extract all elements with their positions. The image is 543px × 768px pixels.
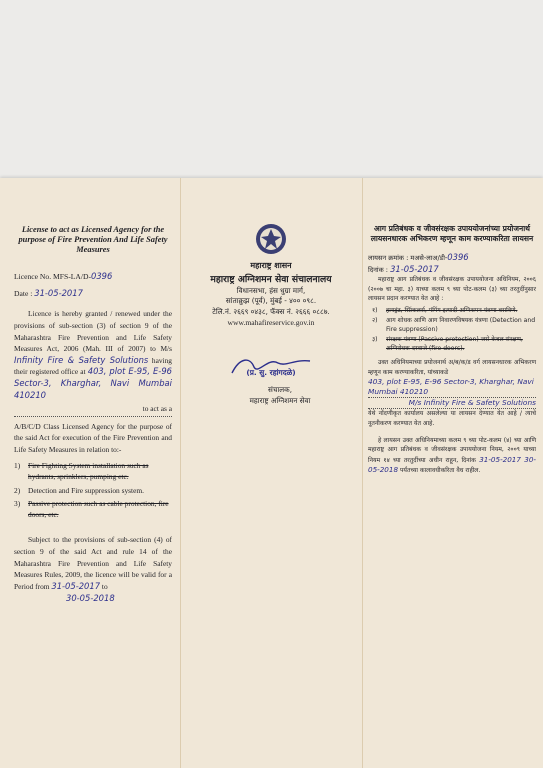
- grant-paragraph: [14, 308, 172, 401]
- validity-text: Subject to the provisions of sub-section (4) of section 9 of the said Act and rule 14 of the Maharashtra Fire Prevention and Life Safety Measures Rules, 2009, the licence will be valid for a Period from: [14, 535, 172, 591]
- list-item-number: १): [372, 307, 378, 315]
- website-link[interactable]: www.mahafireservice.gov.in: [227, 318, 315, 328]
- list-item-text: Detection and Fire suppression system.: [28, 485, 144, 495]
- to-label: to: [101, 581, 108, 591]
- list-item: [368, 306, 536, 315]
- list-item-text: Passive protection such as cable protection, fire doors, etc.: [28, 499, 169, 519]
- grant-text: Licence is hereby granted / renewed under the provisions of sub-section (3) of section 9 of the Maharashtra Fire Prevention and Life Safety Measures Act, 2006 (Mah. III of 2007) to M/s: [14, 309, 172, 354]
- list-item-number: 3): [14, 499, 21, 509]
- date-value-marathi: 31-05-2017: [390, 263, 439, 274]
- list-item-number: 1): [14, 461, 21, 471]
- list-item-text: हायड्रंट, स्प्रिंकलर्स, पंपिंग इत्यादी अग्निशमन यंत्रणा बसविणे.: [386, 307, 518, 315]
- list-item: [14, 461, 172, 482]
- list-item: [368, 335, 536, 354]
- registration-paragraph-marathi: येथे नोंदणीकृत कार्यालय असलेल्या या लायसन देण्यात येत आहे / त्याचे नूतनीकरण करण्यात येत आहे.: [368, 410, 536, 427]
- list-item: [14, 499, 172, 520]
- validity-paragraph: [14, 534, 172, 592]
- licence-number-line-marathi: [368, 252, 536, 264]
- valid-from-date: 31-05-2017: [51, 580, 101, 591]
- fold-line: [180, 178, 181, 768]
- signature-stamp: [228, 353, 314, 379]
- registered-office-label: having their registered office at: [14, 355, 172, 377]
- english-panel: [14, 225, 172, 605]
- list-item: [368, 316, 536, 335]
- licence-number-label: Licence No. MFS-LA/D-: [14, 271, 91, 281]
- date-label-marathi: दिनांक :: [368, 265, 388, 274]
- registered-office-address: 403, plot E-95, E-96 Sector-3, Kharghar, Navi Mumbai 410210: [14, 366, 172, 400]
- address-line-1: विधानसभा, हंस धुग्रा मार्ग,: [236, 285, 306, 295]
- agency-paragraph-marathi: उक्त अधिनियमाच्या प्रयोजनार्थ अ/ब/क/ड वर्ग लायसनधारक अभिकरण म्हणून काम करण्याकरिता, यांच्याकडे: [368, 359, 536, 376]
- phone-fax-line: टेलि.नं. २६६९ ०४३८, फॅक्स नं. २६६६ ०८८७.: [212, 306, 330, 316]
- valid-to-date: 30-05-2018: [66, 593, 115, 604]
- valid-to-date-marathi: 30-05-2018: [368, 454, 536, 475]
- act-as-text: to act as a: [142, 404, 172, 414]
- government-name: महाराष्ट्र शासन: [250, 261, 292, 270]
- licence-number-label-marathi: लायसन क्रमांक : मअसे-लाअ/डी-: [368, 254, 448, 262]
- licence-title: License to act as Licensed Agency for the purpose of Fire Prevention And Life Safety Measures: [18, 225, 168, 255]
- firm-name: Infinity Fire & Safety Solutions: [14, 354, 149, 365]
- act-as-line: [14, 403, 172, 416]
- registered-office-marathi: 403, plot E-95, E-96 Sector-3, Kharghar, Navi Mumbai 410210: [368, 377, 536, 398]
- designation-fire-service: महाराष्ट्र अग्निशमन सेवा: [249, 395, 311, 405]
- valid-from-date-marathi: 31-05-2017: [479, 454, 521, 464]
- licence-number-value: 0396: [90, 270, 113, 281]
- department-name: महाराष्ट्र अग्निशमन सेवा संचालनालय: [210, 273, 332, 285]
- validity-end-text-marathi: पर्यंतच्या कालावधीकरिता वैध राहील.: [399, 467, 481, 475]
- licence-number-value-marathi: 0396: [447, 252, 469, 262]
- signatory-name: (प्र. सु. रहांगदळे): [246, 368, 296, 378]
- date-label: Date :: [14, 289, 33, 299]
- scope-list-marathi: [368, 306, 536, 353]
- emblem-panel: [182, 222, 360, 406]
- licence-title-marathi: आग प्रतिबंधक व जीवसंरक्षक उपाययोजनांच्या प्रयोजनार्थ लायसनधारक अभिकरण म्हणून काम करण्याकरिता लायसन: [370, 224, 534, 243]
- list-item: [14, 486, 172, 497]
- address-line-2: सांताक्रुझ (पूर्व), मुंबई - ४०० ०९८.: [225, 296, 317, 306]
- list-item-text: आग शोधक आणि आग निवारणविषयक यंत्रणा (Detection and Fire suppression): [386, 316, 536, 334]
- designation-director: संचालक,: [268, 384, 292, 394]
- firm-name-marathi: M/s Infinity Fire & Safety Solutions: [368, 398, 536, 409]
- list-item-number: २): [372, 316, 378, 324]
- grant-paragraph-marathi: महाराष्ट्र आग प्रतिबंधक व जीवसंरक्षक उपाययोजना अधिनियम, २००६ (२००७ चा महा. ३) याच्या कलम ९ च्या पोट-कलम (३) च्या तरतुदींनुसार लायसन प्रदान करण्यात येत आहे :: [368, 276, 536, 302]
- date-line-marathi: [368, 264, 536, 276]
- validity-paragraph-marathi: [368, 436, 536, 476]
- list-item-number: ३): [372, 335, 378, 343]
- state-emblem-icon: [182, 222, 360, 256]
- list-item-text: Fire Fighting System installation such as hydrants, sprinklers, pumping etc.: [28, 461, 149, 481]
- validity-text-marathi: हे लायसन उक्त अधिनियमाच्या कलम ९ च्या पोट-कलम (४) च्या आणि महाराष्ट्र आग प्रतिबंधक व जीवसंरक्षक उपाययोजना नियम, २००९ याच्या नियम १४ च्या तरतुदींच्या अधीन राहून, दिनांक: [368, 437, 536, 464]
- agency-class-text: A/B/C/D Class Licensed Agency for the purpose of the said Act for execution of the Fire Prevention and Life Safety Measures in relation to:-: [14, 421, 172, 454]
- marathi-panel: [368, 224, 536, 476]
- fold-line: [362, 178, 363, 768]
- scope-list: [14, 461, 172, 520]
- list-item-text: संरक्षक यंत्रणा (Passive protection) जसे केबल संरक्षण, अग्निरोधक दरवाजे (fire doors).: [386, 335, 523, 353]
- date-value: 31-05-2017: [34, 288, 83, 299]
- licence-number-line: [14, 270, 172, 283]
- list-item-number: 2): [14, 485, 21, 495]
- date-line: [14, 287, 172, 300]
